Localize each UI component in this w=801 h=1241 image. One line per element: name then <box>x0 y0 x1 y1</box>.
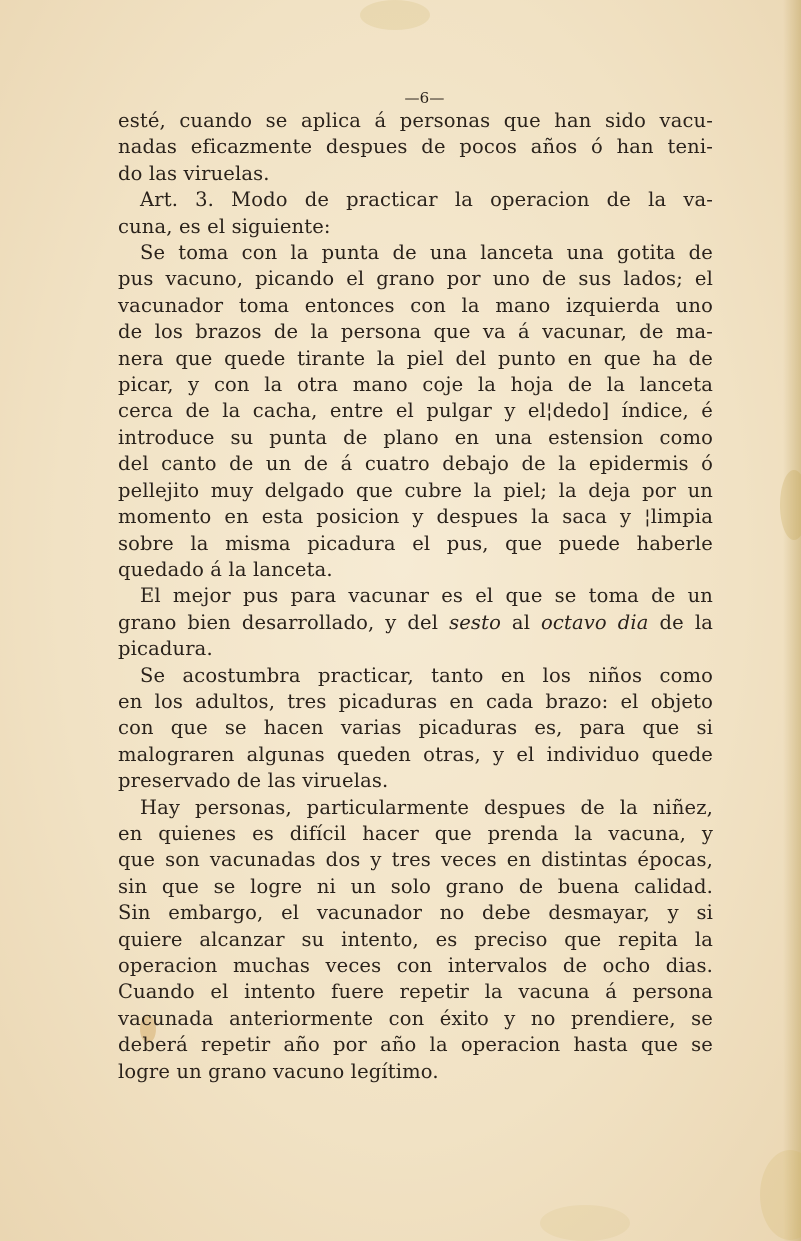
paragraph <box>118 583 713 662</box>
paragraph <box>118 795 713 1085</box>
text-line: del canto de un de á cuatro debajo de la epidermis ó <box>118 452 713 476</box>
article-heading-line: Art. 3. Modo de practicar la operacion de la va- <box>140 188 713 212</box>
text-line: preservado de las viruelas. <box>118 769 389 793</box>
paragraph <box>118 108 713 187</box>
text-segment: grano bien desarrollado, y del <box>118 610 450 634</box>
text-line: sobre la misma picadura el pus, que puede haberle <box>118 531 713 555</box>
paragraph <box>118 187 713 240</box>
foxing-stain <box>540 1205 630 1241</box>
text-line: cerca de la cacha, entre el pulgar y el¦dedo] índice, é <box>118 399 713 423</box>
text-line: nera que quede tirante la piel del punto en que ha de <box>118 346 713 370</box>
text-line: Se toma con la punta de una lanceta una gotita de <box>140 241 713 265</box>
text-line-rich <box>118 610 713 636</box>
text-line: quiere alcanzar su intento, es preciso que repita la <box>118 927 713 951</box>
text-line: Se acostumbra practicar, tanto en los niños como <box>140 663 713 687</box>
text-line: vacunador toma entonces con la mano izquierda uno <box>118 293 713 317</box>
text-line: Cuando el intento fuere repetir la vacuna á persona <box>118 980 713 1004</box>
page-edge-stain <box>783 0 801 1241</box>
text-line: Hay personas, particularmente despues de la niñez, <box>140 795 713 819</box>
text-line: de los brazos de la persona que va á vacunar, de ma- <box>118 320 713 344</box>
text-line: operacion muchas veces con intervalos de ocho dias. <box>118 954 713 977</box>
page-number: —6— <box>404 89 445 107</box>
page-text <box>118 88 713 1085</box>
text-line: en quienes es difícil hacer que prenda la vacuna, y <box>118 821 713 845</box>
text-line: picar, y con la otra mano coje la hoja de la lanceta <box>118 373 713 397</box>
italic-segment: sesto <box>449 610 501 634</box>
text-line: malograren algunas queden otras, y el individuo quede <box>118 742 713 766</box>
italic-segment: octavo dia <box>541 610 649 634</box>
text-line: pus vacuno, picando el grano por uno de sus lados; el <box>118 267 713 291</box>
text-line: sin que se logre ni un solo grano de buena calidad. <box>118 874 713 898</box>
text-segment: al <box>500 610 542 634</box>
text-line: vacunada anteriormente con éxito y no prendiere, se <box>118 1006 713 1030</box>
text-line: que son vacunadas dos y tres veces en distintas épocas, <box>118 848 713 872</box>
text-line: nadas eficazmente despues de pocos años ó han teni- <box>118 135 713 159</box>
text-line: Sin embargo, el vacunador no debe desmayar, y si <box>118 901 713 925</box>
foxing-stain <box>780 470 801 540</box>
paragraph <box>118 240 713 583</box>
text-line: en los adultos, tres picaduras en cada brazo: el objeto <box>118 689 713 713</box>
text-line: do las viruelas. <box>118 161 270 185</box>
text-line: deberá repetir año por año la operacion hasta que se <box>118 1033 713 1057</box>
foxing-stain <box>360 0 430 30</box>
text-line: picadura. <box>118 637 213 661</box>
text-line: quedado á la lanceta. <box>118 557 333 581</box>
text-line: El mejor pus para vacunar es el que se toma de un <box>140 584 713 608</box>
text-line: introduce su punta de plano en una estension como <box>118 425 713 449</box>
text-segment: de la <box>648 610 713 634</box>
text-line: esté, cuando se aplica á personas que han sido vacu- <box>118 109 713 132</box>
text-line: con que se hacen varias picaduras es, para que si <box>118 716 713 740</box>
text-line: pellejito muy delgado que cubre la piel; la deja por un <box>118 478 713 502</box>
paragraph <box>118 663 713 795</box>
foxing-stain <box>760 1150 801 1240</box>
text-line: cuna, es el siguiente: <box>118 214 331 238</box>
text-line: logre un grano vacuno legítimo. <box>118 1059 439 1083</box>
text-line: momento en esta posicion y despues la saca y ¦limpia <box>118 505 713 529</box>
